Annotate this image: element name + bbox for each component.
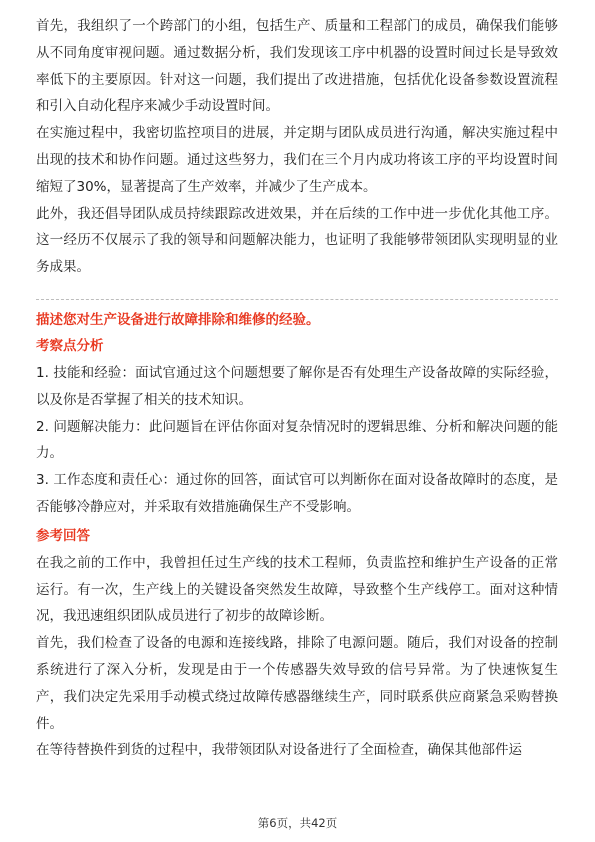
page-number: 第6页，共42页	[257, 816, 338, 830]
answer-heading: 参考回答	[36, 527, 90, 544]
answer-paragraph-3: 在等待替换件到货的过程中，我带领团队对设备进行了全面检查，确保其他部件运	[36, 742, 522, 759]
question-title: 描述您对生产设备进行故障排除和维修的经验。	[36, 311, 320, 328]
analysis-point-3: 3. 工作态度和责任心：通过你的回答，面试官可以判断你在面对设备故障时的态度，是否能够冷静应对，并采取有效措施确保生产不受影响。	[36, 472, 558, 515]
analysis-point-1: 1. 技能和经验：面试官通过这个问题想要了解你是否有处理生产设备故障的实际经验，以及你是否掌握了相关的技术知识。	[36, 364, 558, 408]
analysis-heading: 考察点分析	[36, 337, 104, 354]
answer-paragraph-1: 在我之前的工作中，我曾担任过生产线的技术工程师，负责监控和维护生产设备的正常运行。有一次，生产线上的关键设备突然发生故障，导致整个生产线停工。面对这种情况，我迅速组织团队成员进行了初步的故障诊断。	[36, 554, 558, 625]
answer-paragraph-2: 首先，我们检查了设备的电源和连接线路，排除了电源问题。随后，我们对设备的控制系统进行了深入分析，发现是由于一个传感器失效导致的信号异常。为了快速恢复生产，我们决定先采用手动模式绕过故障传感器继续生产，同时联系供应商紧急采购替换件。	[36, 635, 558, 732]
section-divider	[36, 299, 558, 300]
intro-paragraph-2: 在实施过程中，我密切监控项目的进展，并定期与团队成员进行沟通，解决实施过程中出现的技术和协作问题。通过这些努力，我们在三个月内成功将该工序的平均设置时间缩短了30%，显著提高了生产效率，并减少了生产成本。	[36, 125, 558, 195]
intro-paragraph-3: 此外，我还倡导团队成员持续跟踪改进效果，并在后续的工作中进一步优化其他工序。这一经历不仅展示了我的领导和问题解决能力，也证明了我能够带领团队实现明显的业务成果。	[36, 205, 558, 276]
page-content	[36, 13, 558, 764]
intro-paragraph-1: 首先，我组织了一个跨部门的小组，包括生产、质量和工程部门的成员，确保我们能够从不同角度审视问题。通过数据分析，我们发现该工序中机器的设置时间过长是导致效率低下的主要原因。针对这一问题，我们提出了改进措施，包括优化设备参数设置流程和引入自动化程序来减少手动设置时间。	[36, 18, 558, 115]
analysis-point-2: 2. 问题解决能力：此问题旨在评估你面对复杂情况时的逻辑思维、分析和解决问题的能力。	[36, 418, 558, 462]
